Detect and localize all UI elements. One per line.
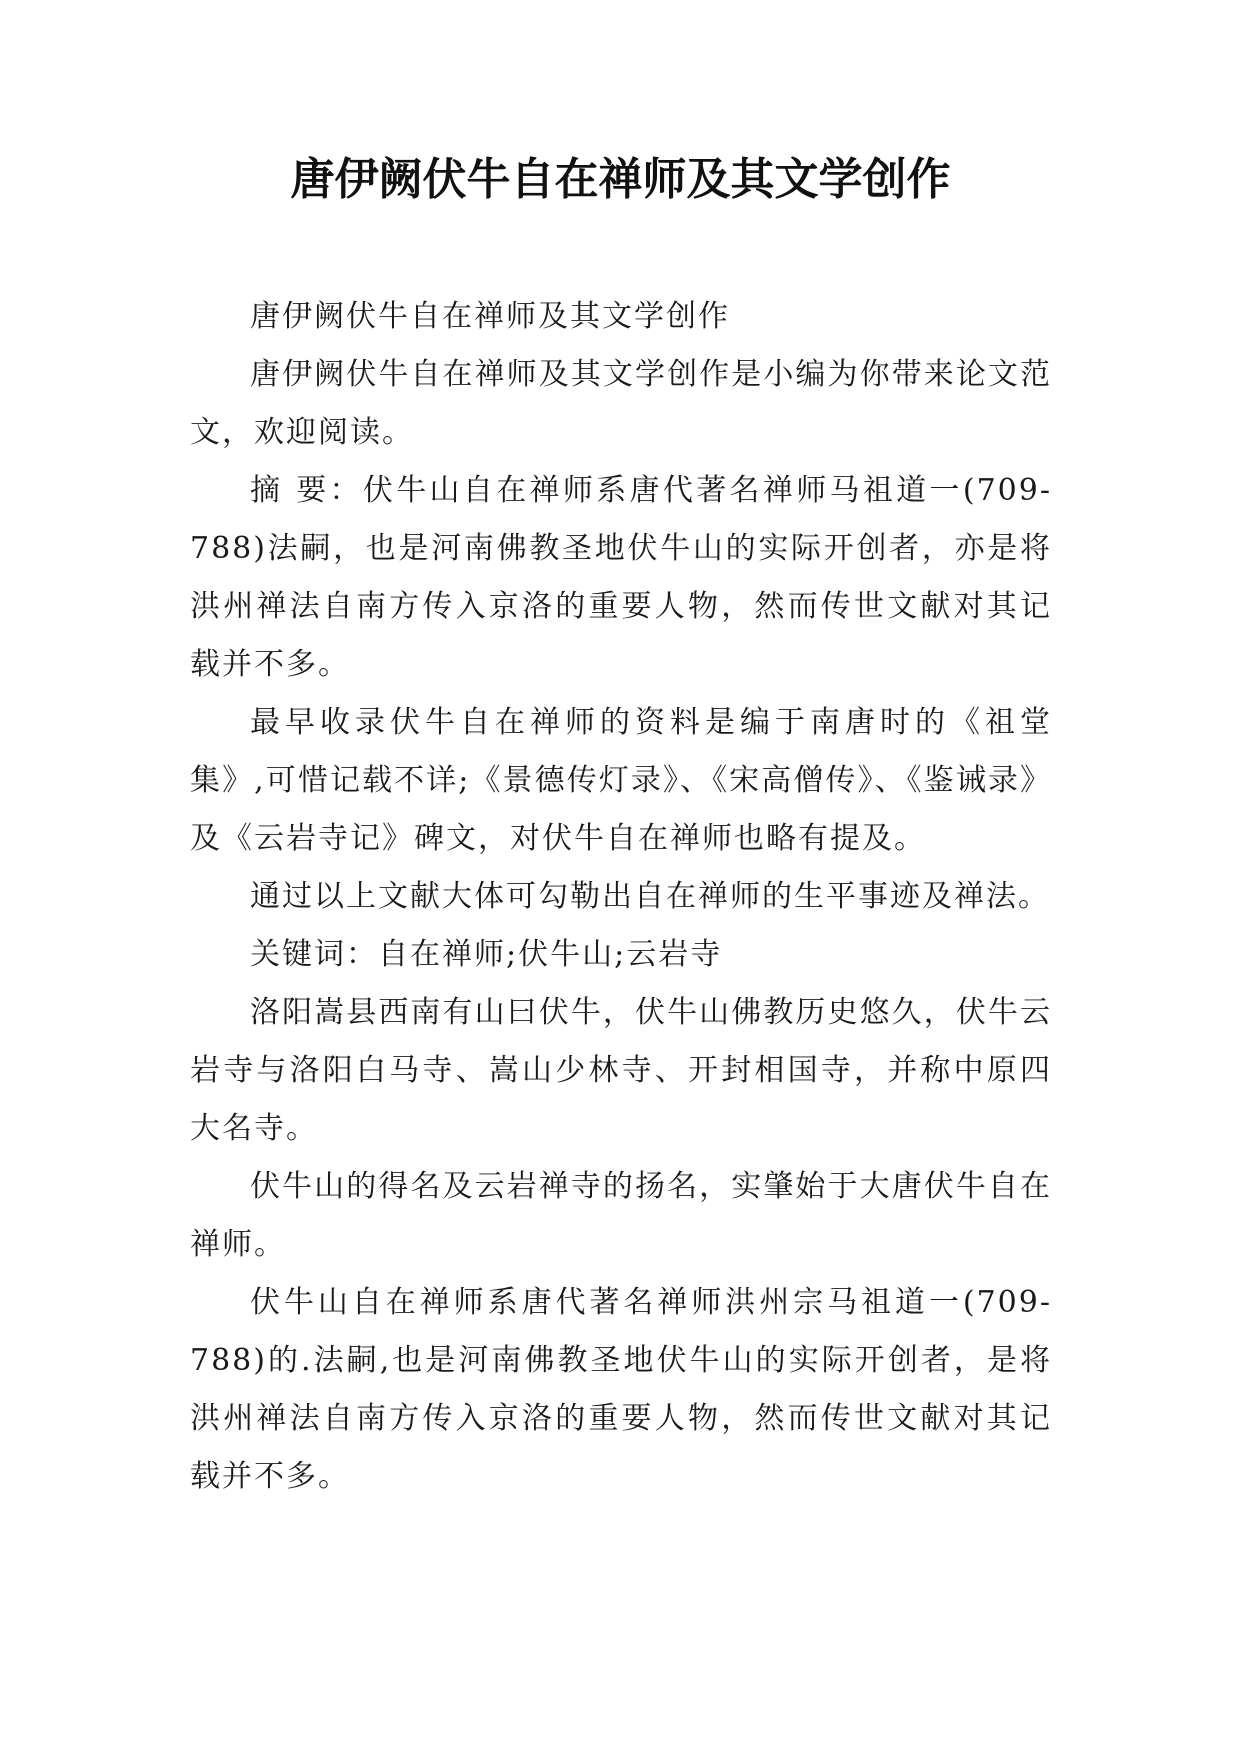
paragraph-location: 洛阳嵩县西南有山曰伏牛，伏牛山佛教历史悠久，伏牛云岩寺与洛阳白马寺、嵩山少林寺、开封相国寺，并称中原四大名寺。 [190, 995, 1052, 1146]
paragraph-abstract: 摘 要：伏牛山自在禅师系唐代著名禅师马祖道一(709-788)法嗣，也是河南佛教圣地伏牛山的实际开创者，亦是将洪州禅法自南方传入京洛的重要人物，然而传世文献对其记载并不多。 [190, 473, 1052, 682]
document-body [190, 288, 1052, 1506]
paragraph-heading: 唐伊阙伏牛自在禅师及其文学创作 [250, 299, 730, 334]
paragraph-origin: 伏牛山的得名及云岩禅寺的扬名，实肇始于大唐伏牛自在禅师。 [190, 1169, 1052, 1262]
paragraph-keywords: 关键词：自在禅师;伏牛山;云岩寺 [250, 937, 723, 972]
paragraph-summary: 通过以上文献大体可勾勒出自在禅师的生平事迹及禅法。 [250, 879, 1050, 914]
paragraph-sources: 最早收录伏牛自在禅师的资料是编于南唐时的《祖堂集》,可惜记载不详;《景德传灯录》、《宋高僧传》、《鉴诫录》及《云岩寺记》碑文，对伏牛自在禅师也略有提及。 [190, 705, 1052, 856]
document-title: 唐伊阙伏牛自在禅师及其文学创作 [290, 154, 951, 205]
paragraph-biography: 伏牛山自在禅师系唐代著名禅师洪州宗马祖道一(709-788)的.法嗣,也是河南佛教圣地伏牛山的实际开创者，是将洪州禅法自南方传入京洛的重要人物，然而传世文献对其记载并不多。 [190, 1285, 1052, 1494]
paragraph-intro: 唐伊阙伏牛自在禅师及其文学创作是小编为你带来论文范文，欢迎阅读。 [190, 357, 1052, 450]
